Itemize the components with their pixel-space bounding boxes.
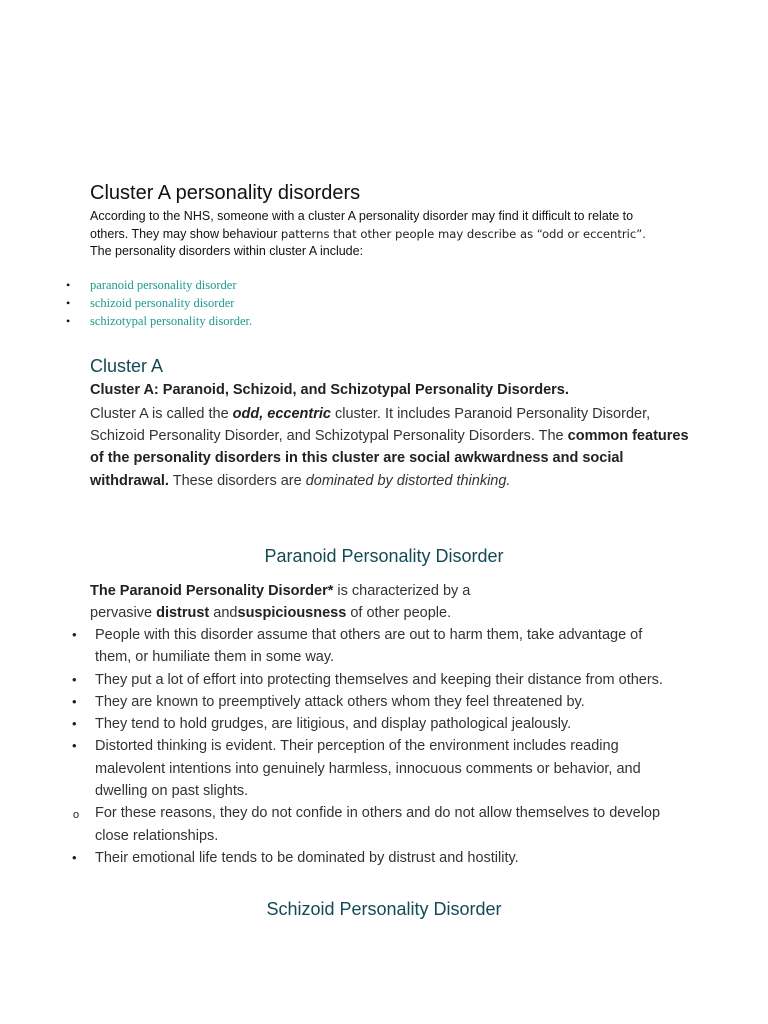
list-item bbox=[0, 624, 670, 669]
list-item-text: They are known to preemptively attack others whom they feel threatened by. bbox=[95, 693, 585, 710]
link-schizoid[interactable] bbox=[0, 294, 252, 312]
bullet-icon: • bbox=[72, 627, 77, 642]
para-text-3: These disorders are bbox=[168, 472, 306, 489]
cluster-a-subtitle: Cluster A: Paranoid, Schizoid, and Schizotypal Personality Disorders. bbox=[90, 382, 569, 398]
para-text-1: Cluster A is called the bbox=[90, 406, 233, 422]
list-item-text: Distorted thinking is evident. Their perception of the environment includes reading malevolent intentions into genuinely harmless, innocuous comments or behavior, and dwelling on past slights. bbox=[95, 738, 641, 800]
para-text-2: cluster. It includes Paranoid Personality Disorder, Schizoid Personality Disorder, and Schizotypal Personality Disorders. The bbox=[90, 406, 651, 445]
ppd-text-4: of other people. bbox=[346, 605, 452, 622]
ppd-text-2: pervasive bbox=[90, 605, 157, 622]
list-item bbox=[0, 847, 670, 869]
link-schizotypal[interactable] bbox=[0, 312, 252, 330]
bullet-icon: • bbox=[66, 278, 71, 292]
list-item bbox=[0, 802, 670, 847]
bullet-icon: • bbox=[72, 671, 77, 687]
para-italic: dominated by distorted thinking. bbox=[305, 472, 511, 489]
intro-line-2a: others. They may show behaviour bbox=[90, 226, 281, 241]
bullet-icon: • bbox=[72, 693, 77, 709]
ppd-bold-1: The Paranoid Personality Disorder* bbox=[90, 583, 334, 599]
ppd-bold-2: distrust bbox=[156, 605, 210, 622]
ppd-text-1: is characterized by a bbox=[333, 583, 471, 599]
para-bold: common features of the personality disorders in this cluster are social awkwardness and social withdrawal. bbox=[90, 428, 689, 489]
intro-line-2b: patterns that other people may describe as “odd or eccentric”. bbox=[280, 226, 646, 241]
intro-paragraph bbox=[90, 208, 690, 261]
paranoid-heading: Paranoid Personality Disorder bbox=[264, 546, 504, 566]
bullet-icon: • bbox=[66, 314, 71, 328]
para-emphasis: odd, eccentric bbox=[232, 406, 331, 422]
list-item-text: They tend to hold grudges, are litigious, and display pathological jealously. bbox=[95, 716, 572, 733]
bullet-icon: • bbox=[72, 849, 77, 865]
cluster-a-paragraph bbox=[90, 403, 690, 492]
list-item bbox=[0, 669, 670, 691]
list-item-text: Their emotional life tends to be dominated by distrust and hostility. bbox=[95, 849, 519, 866]
ppd-bold-3: suspiciousness bbox=[237, 605, 347, 622]
intro-line-3: The personality disorders within cluster A include: bbox=[90, 244, 364, 258]
bullet-icon: • bbox=[72, 716, 77, 732]
link-label[interactable]: schizoid personality disorder bbox=[90, 296, 235, 310]
link-paranoid[interactable] bbox=[0, 276, 252, 294]
cluster-a-heading: Cluster A bbox=[90, 356, 164, 376]
list-item bbox=[0, 735, 670, 802]
page-title: Cluster A personality disorders bbox=[90, 182, 361, 204]
intro-line-1: According to the NHS, someone with a cluster A personality disorder may find it difficult to relate to bbox=[90, 209, 634, 223]
list-item bbox=[0, 713, 670, 735]
paranoid-bullet-list bbox=[0, 624, 700, 869]
list-item-text: People with this disorder assume that others are out to harm them, take advantage of them, or humiliate them in some way. bbox=[95, 627, 643, 666]
list-item-text: They put a lot of effort into protecting themselves and keeping their distance from others. bbox=[95, 671, 663, 688]
schizoid-heading: Schizoid Personality Disorder bbox=[266, 899, 502, 919]
disorder-link-list bbox=[0, 276, 252, 330]
link-label[interactable]: paranoid personality disorder bbox=[90, 278, 237, 292]
circle-bullet-icon: o bbox=[73, 809, 80, 822]
paranoid-intro bbox=[90, 580, 690, 625]
list-item-text: For these reasons, they do not confide in others and do not allow themselves to develop close relationships. bbox=[95, 805, 661, 844]
bullet-icon: • bbox=[66, 296, 71, 310]
bullet-icon: • bbox=[72, 738, 77, 754]
list-item bbox=[0, 691, 670, 713]
ppd-text-3: and bbox=[209, 605, 238, 622]
link-label[interactable]: schizotypal personality disorder. bbox=[90, 314, 253, 328]
